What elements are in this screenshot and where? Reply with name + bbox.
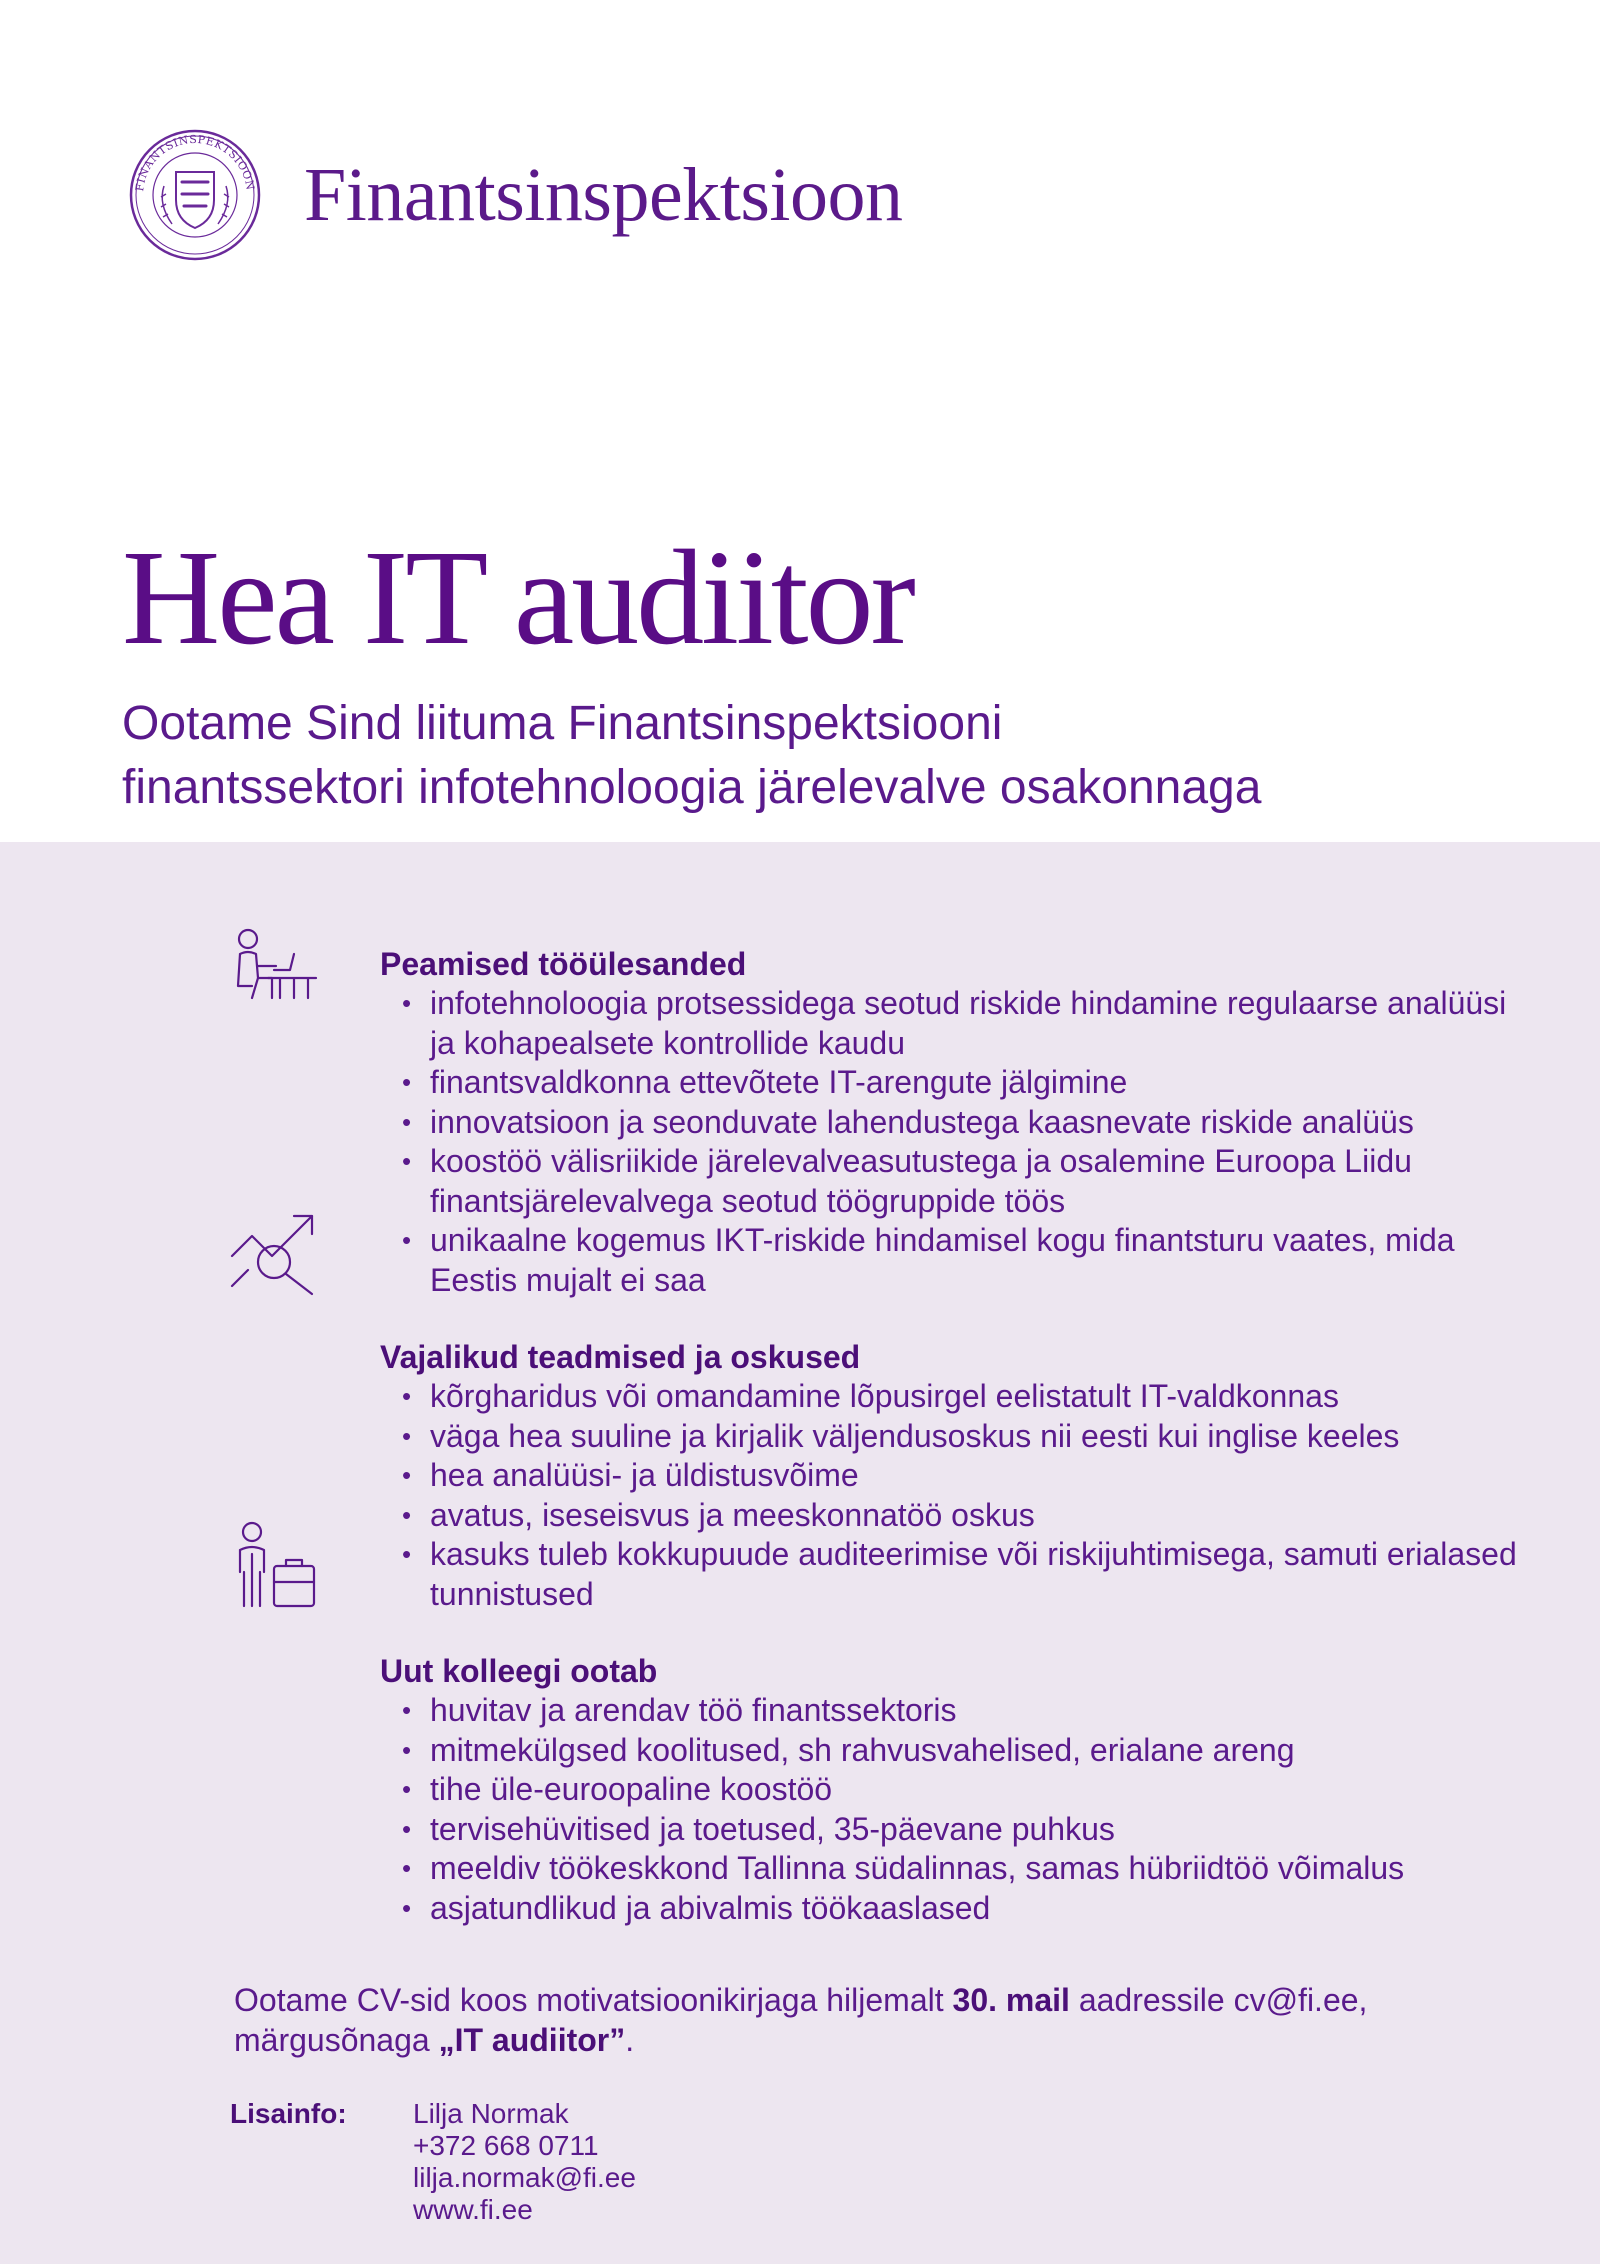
logo xyxy=(128,128,903,262)
contact-email[interactable]: lilja.normak@fi.ee xyxy=(413,2162,636,2193)
job-sections xyxy=(380,944,1540,1965)
list-item: • finantsvaldkonna ettevõtete IT-arengute jälgimine xyxy=(380,1063,1540,1103)
section-heading: Vajalikud teadmised ja oskused xyxy=(380,1339,861,1375)
contact-phone[interactable]: +372 668 0711 xyxy=(413,2130,599,2161)
list-item: • väga hea suuline ja kirjalik väljendusoskus nii eesti kui inglise keeles xyxy=(380,1417,1540,1457)
application-deadline: 30. mail xyxy=(952,1982,1070,2018)
job-subtitle xyxy=(122,692,1502,820)
contact-info xyxy=(230,2098,636,2226)
subtitle-line-1: Ootame Sind liituma Finantsinspektsiooni xyxy=(122,697,1003,750)
list-item: • hea analüüsi- ja üldistusvõime xyxy=(380,1456,1540,1496)
list-item: • huvitav ja arendav töö finantssektoris xyxy=(380,1691,1540,1731)
section-benefits xyxy=(380,1651,1540,1928)
list-item: • unikaalne kogemus IKT-riskide hindamisel kogu finantsturu vaates, mida Eestis mujalt ei saa xyxy=(380,1221,1540,1300)
contact-details xyxy=(413,2098,636,2226)
poster-header xyxy=(0,0,1600,842)
list-item: • asjatundlikud ja abivalmis töökaaslased xyxy=(380,1889,1540,1929)
list-item: • tihe üle-euroopaline koostöö xyxy=(380,1770,1540,1810)
application-text: aadressile cv@fi.ee, xyxy=(1069,1982,1368,2018)
contact-website[interactable]: www.fi.ee xyxy=(413,2194,533,2225)
section-skills xyxy=(380,1337,1540,1614)
application-keyword: „IT audiitor” xyxy=(438,2022,626,2058)
application-text: märgusõnaga xyxy=(234,2022,439,2058)
contact-name: Lilja Normak xyxy=(413,2098,569,2129)
list-item: • meeldiv töökeskkond Tallinna südalinnas, samas hübriidtöö võimalus xyxy=(380,1849,1540,1889)
section-heading: Peamised tööülesanded xyxy=(380,946,747,982)
person-at-desk-icon xyxy=(228,926,318,1016)
application-text: Ootame CV-sid koos motivatsioonikirjaga hiljemalt xyxy=(234,1982,953,2018)
trend-analysis-icon xyxy=(228,1206,318,1296)
subtitle-line-2: finantssektori infotehnoloogia järelevalve osakonnaga xyxy=(122,761,1262,814)
list-item: • kõrgharidus või omandamine lõpusirgel eelistatult IT-valdkonnas xyxy=(380,1377,1540,1417)
list-item: • avatus, iseseisvus ja meeskonnatöö oskus xyxy=(380,1496,1540,1536)
list-item: • innovatsioon ja seonduvate lahendustega kaasnevate riskide analüüs xyxy=(380,1103,1540,1143)
list-item: • infotehnoloogia protsessidega seotud riskide hindamine regulaarse analüüsi ja kohapealsete kontrollide kaudu xyxy=(380,984,1540,1063)
list-item: • mitmekülgsed koolitused, sh rahvusvahelised, erialane areng xyxy=(380,1731,1540,1771)
benefits-list xyxy=(380,1691,1540,1928)
person-briefcase-icon xyxy=(228,1520,318,1610)
seal-icon xyxy=(128,128,262,262)
list-item: • koostöö välisriikide järelevalveasutustega ja osalemine Euroopa Liidu finantsjärelevalvega seotud töögruppide töös xyxy=(380,1142,1540,1221)
application-instructions xyxy=(234,1980,1554,2060)
skills-list xyxy=(380,1377,1540,1614)
svg-text:FINANTSINSPEKTSIOON: FINANTSINSPEKTSIOON xyxy=(133,132,257,193)
application-text: . xyxy=(625,2022,635,2058)
section-tasks xyxy=(380,944,1540,1300)
list-item: • kasuks tuleb kokkupuude auditeerimise või riskijuhtimisega, samuti erialased tunnistused xyxy=(380,1535,1540,1614)
task-list xyxy=(380,984,1540,1300)
job-title: Hea IT audiitor xyxy=(122,523,913,673)
section-heading: Uut kolleegi ootab xyxy=(380,1653,658,1689)
contact-label: Lisainfo: xyxy=(230,2098,347,2129)
organization-name: Finantsinspektsioon xyxy=(304,153,903,237)
list-item: • tervisehüvitised ja toetused, 35-päevane puhkus xyxy=(380,1810,1540,1850)
